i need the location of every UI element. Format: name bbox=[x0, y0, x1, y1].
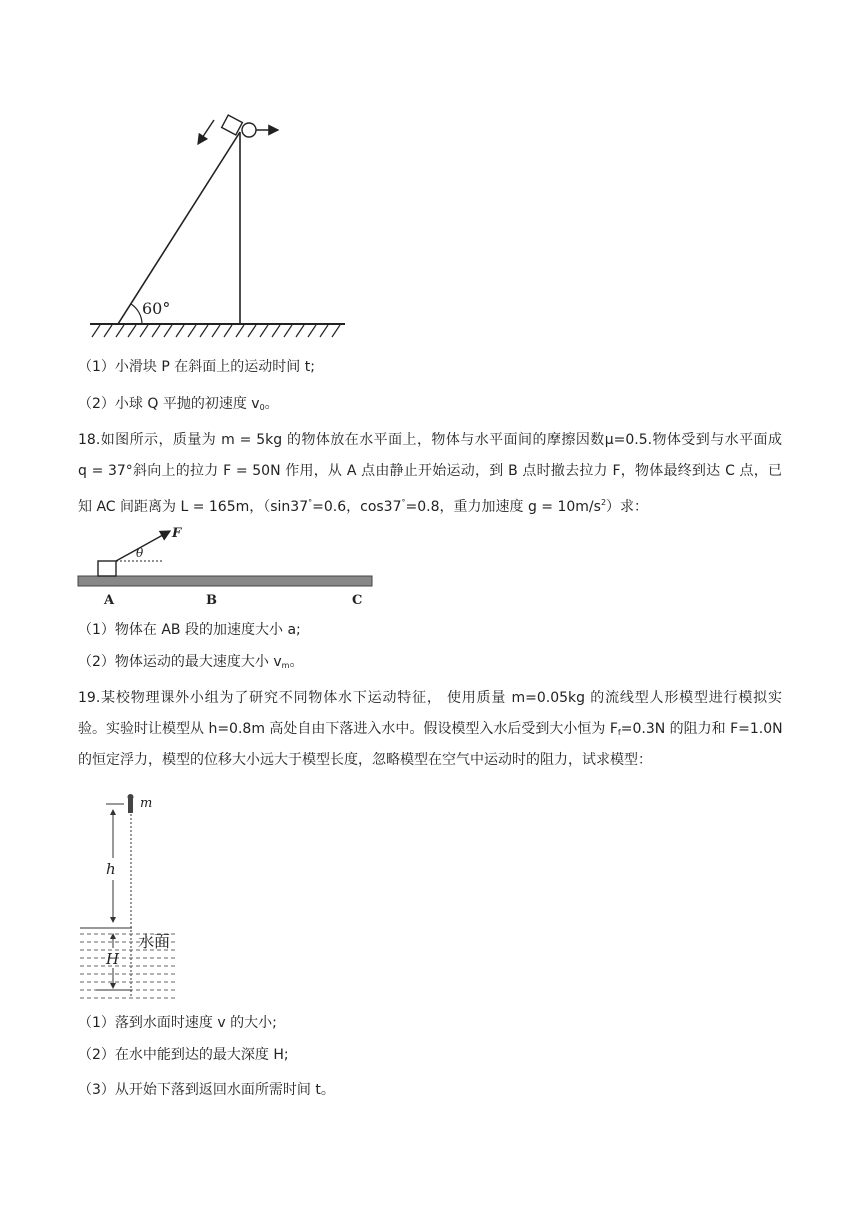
ground-surface bbox=[78, 576, 372, 586]
mass-label: m bbox=[140, 796, 153, 811]
force-label: F bbox=[172, 526, 182, 541]
incline-figure bbox=[80, 108, 360, 340]
q17-part1: （1）小滑块 P 在斜面上的运动时间 t; bbox=[78, 359, 315, 375]
model-figure bbox=[128, 794, 134, 813]
water-surface-label: 水面 bbox=[138, 932, 171, 951]
height-label: h bbox=[106, 860, 116, 878]
point-b-label: B bbox=[206, 593, 217, 608]
q19-line1: 19.某校物理课外小组为了研究不同物体水下运动特征， 使用质量 m=0.05kg 的流线型人形模型进行模拟实 bbox=[78, 690, 782, 706]
q19-part2: （2）在水中能到达的最大深度 H; bbox=[78, 1047, 289, 1063]
point-c-label: C bbox=[352, 593, 363, 608]
q19-line3: 的恒定浮力，模型的位移大小远大于模型长度，忽略模型在空气中运动时的阻力，试求模型： bbox=[78, 752, 652, 768]
q17-part2: （2）小球 Q 平抛的初速度 $v_0$。 bbox=[78, 396, 279, 412]
q18-line2: q = 37°斜向上的拉力 F = 50N 作用，从 A 点由静止开始运动，到 B 点时撤去拉力 F，物体最终到达 C 点，已 bbox=[78, 463, 782, 479]
q18-line3: 知 AC 间距离为 L = 165m，（sin37°=0.6，cos37°=0.8，重力加速度 $g = 10m/s^2$）求： bbox=[78, 498, 649, 515]
block-object bbox=[98, 561, 116, 576]
angle-label: 60° bbox=[142, 299, 171, 318]
incline-slope bbox=[118, 132, 240, 324]
water-drop-figure bbox=[76, 788, 186, 1002]
angle-arc bbox=[131, 304, 142, 324]
ball-q bbox=[242, 123, 256, 137]
q19-part1: （1）落到水面时速度 v 的大小; bbox=[78, 1015, 277, 1031]
q19-part3: （3）从开始下落到返回水面所需时间 t。 bbox=[78, 1082, 335, 1098]
depth-label: H bbox=[106, 950, 120, 968]
q18-part2: （2）物体运动的最大速度大小 $v_m$。 bbox=[78, 654, 304, 670]
q19-line2: 验。实验时让模型从 h=0.8m 高处自由下落进入水中。假设模型入水后受到大小恒为 $F_f=0.3N$ 的阻力和 F=1.0N bbox=[78, 721, 783, 737]
block-motion-arrow bbox=[198, 120, 214, 144]
point-a-label: A bbox=[104, 593, 115, 608]
q18-line1: 18.如图所示，质量为 m = 5kg 的物体放在水平面上，物体与水平面间的摩擦因数μ=0.5.物体受到与水平面成 bbox=[78, 432, 782, 448]
ground-hatch bbox=[92, 325, 340, 337]
pull-force-figure bbox=[74, 524, 378, 608]
theta-label: θ bbox=[136, 546, 144, 560]
q18-part1: （1）物体在 AB 段的加速度大小 a; bbox=[78, 622, 301, 638]
